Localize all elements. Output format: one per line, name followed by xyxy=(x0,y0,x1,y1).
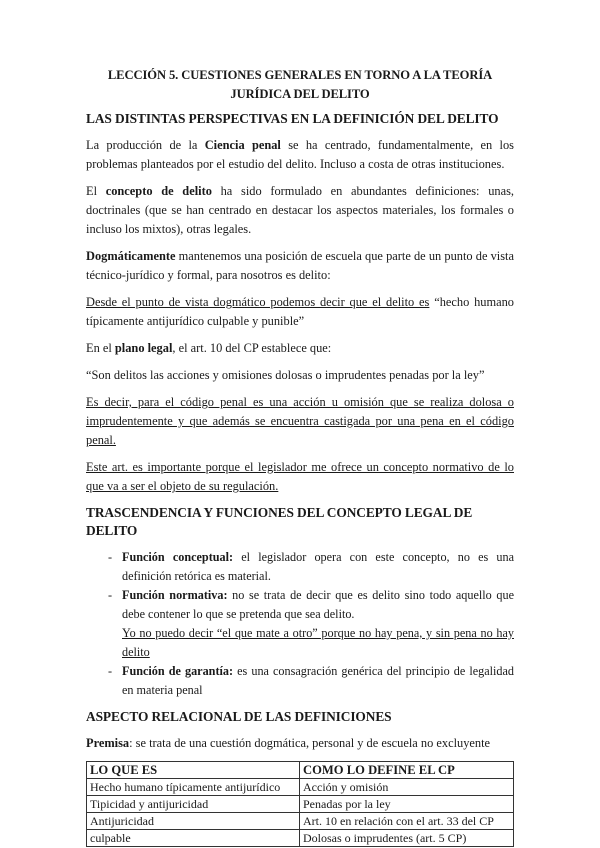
section-heading-trascendencia: TRASCENDENCIA Y FUNCIONES DEL CONCEPTO LEGAL DE DELITO xyxy=(86,505,473,538)
function-note: Yo no puedo decir “el que mate a otro” porque no hay pena, y sin pena no hay delito xyxy=(122,626,514,659)
section-heading-perspectives: LAS DISTINTAS PERSPECTIVAS EN LA DEFINICIÓN DEL DELITO xyxy=(86,111,499,126)
table-cell: Acción y omisión xyxy=(300,779,514,796)
text-run: El xyxy=(86,184,106,198)
paragraph-ciencia-penal xyxy=(86,136,514,174)
table-cell: Art. 10 en relación con el art. 33 del CP xyxy=(300,813,514,830)
dash-bullet: - xyxy=(108,588,113,602)
table-row xyxy=(87,813,514,830)
text-run: mantenemos una posición de escuela que parte de un punto de vista técnico-jurídico y formal, para nosotros es delito: xyxy=(86,249,514,282)
table-cell: Dolosas o imprudentes (art. 5 CP) xyxy=(300,830,514,847)
lesson-title: LECCIÓN 5. CUESTIONES GENERALES EN TORNO A LA TEORÍA JURÍDICA DEL DELITO xyxy=(107,68,493,101)
dash-bullet: - xyxy=(108,664,113,678)
function-text: no se trata de decir que es delito sino todo aquello que debe contener lo que se pretenda que sea delito. xyxy=(122,588,514,621)
text-run: : se trata de una cuestión dogmática, personal y de escuela no excluyente xyxy=(129,736,491,750)
paragraph-es-decir: Es decir, para el código penal es una acción u omisión que se realiza dolosa o imprudentemente y que además se encuentra castigada por una pena en el código penal. xyxy=(86,395,514,447)
text-run: , el art. 10 del CP establece que: xyxy=(172,341,332,355)
section-heading-aspecto-relacional: ASPECTO RELACIONAL DE LAS DEFINICIONES xyxy=(86,709,392,724)
function-label: Función conceptual: xyxy=(122,550,234,564)
table-row xyxy=(87,779,514,796)
paragraph-quote-art10: “Son delitos las acciones y omisiones dolosas o imprudentes penadas por la ley” xyxy=(86,368,485,382)
paragraph-plano-legal xyxy=(86,339,514,358)
text-run: En el xyxy=(86,341,115,355)
bold-term: concepto de delito xyxy=(105,184,212,198)
bold-term: Dogmáticamente xyxy=(86,249,176,263)
bold-term: plano legal xyxy=(114,341,173,355)
dash-bullet: - xyxy=(108,550,113,564)
table-cell: Hecho humano típicamente antijurídico xyxy=(87,779,300,796)
table-header-row xyxy=(87,762,514,779)
table-header-cell: COMO LO DEFINE EL CP xyxy=(300,762,514,779)
bold-term: Ciencia penal xyxy=(204,138,281,152)
function-label: Función de garantía: xyxy=(122,664,234,678)
table-cell: Tipicidad y antijuricidad xyxy=(87,796,300,813)
table-cell: culpable xyxy=(87,830,300,847)
table-cell: Antijuricidad xyxy=(87,813,300,830)
list-item xyxy=(108,548,514,586)
text-run: La producción de la xyxy=(86,138,205,152)
list-item xyxy=(108,662,514,700)
function-text: el legislador opera con este concepto, no es una definición retórica es material. xyxy=(122,550,515,583)
table-cell: Penadas por la ley xyxy=(300,796,514,813)
paragraph-art-importante: Este art. es importante porque el legislador me ofrece un concepto normativo de lo que va a ser el objeto de su regulación. xyxy=(86,460,514,493)
underlined-text: Desde el punto de vista dogmático podemos decir que el delito es xyxy=(86,295,430,309)
text-run: se ha centrado, fundamentalmente, en los problemas planteados por el estudio del delito. Incluso a costa de otras instituciones. xyxy=(86,138,514,171)
table-row xyxy=(87,796,514,813)
paragraph-dogmaticamente xyxy=(86,247,514,285)
function-label: Función normativa: xyxy=(122,588,228,602)
paragraph-definicion-dogmatica xyxy=(86,293,514,331)
paragraph-concepto-delito xyxy=(86,182,514,239)
list-item xyxy=(108,586,514,662)
table-row xyxy=(87,830,514,847)
text-run: ha sido formulado en abundantes definiciones: unas, doctrinales (que se han centrado en destacar los aspectos materiales, los formales o incluso los mixtos), otras legales. xyxy=(86,184,515,236)
functions-list xyxy=(86,548,514,700)
definitions-table xyxy=(86,761,514,847)
function-text: es una consagración genérica del principio de legalidad en materia penal xyxy=(122,664,514,697)
text-run: “hecho humano típicamente antijurídico culpable y punible” xyxy=(86,295,515,328)
table-header-cell: LO QUE ES xyxy=(87,762,300,779)
bold-term: Premisa xyxy=(86,736,130,750)
paragraph-premisa xyxy=(86,734,514,753)
